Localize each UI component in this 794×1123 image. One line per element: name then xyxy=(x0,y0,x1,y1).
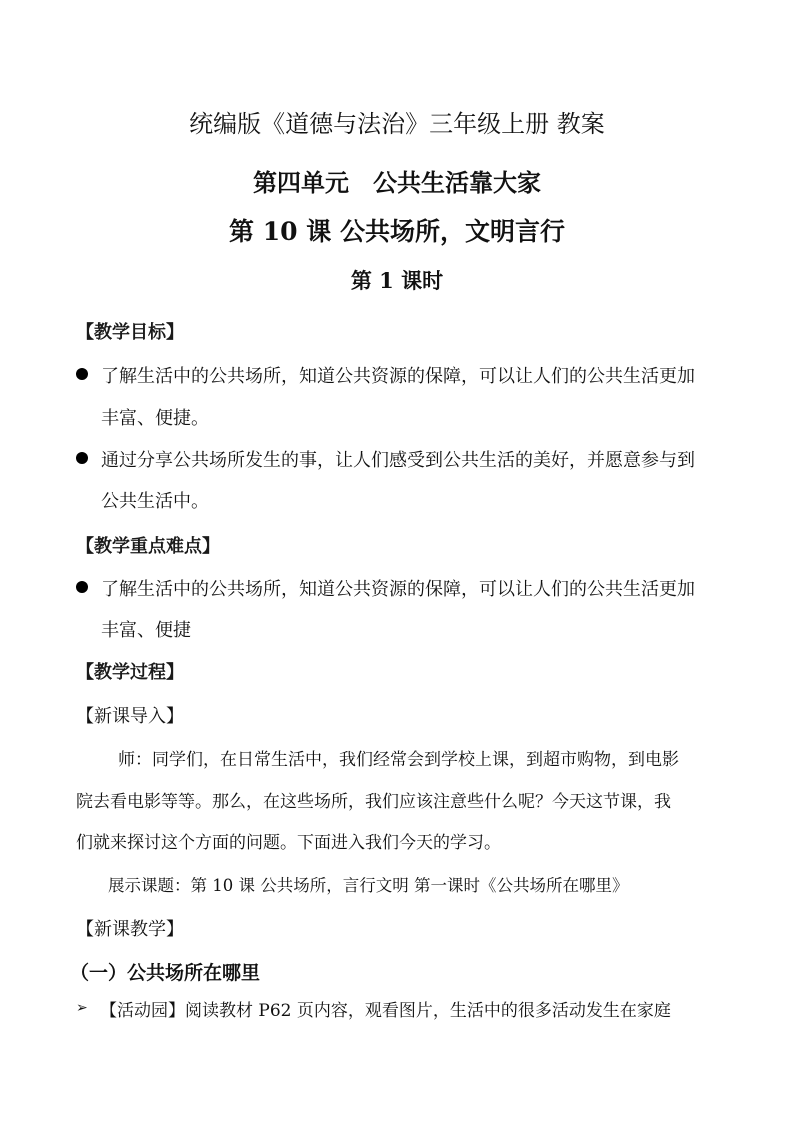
objective-2-line1: 通过分享公共场所发生的事，让人们感受到公共生活的美好，并愿意参与到 xyxy=(101,450,695,471)
keypoint-1-line2: 丰富、便捷 xyxy=(101,620,191,641)
objectives-header: 【教学目标】 xyxy=(76,322,184,343)
topic-line: 展示课题：第 10 课 公共场所，言行文明 第一课时《公共场所在哪里》 xyxy=(108,876,629,895)
intro-header: 【新课导入】 xyxy=(76,706,184,727)
document-title: 统编版《道德与法治》三年级上册 教案 xyxy=(189,110,605,138)
lesson-title: 第 10 课 公共场所，文明言行 xyxy=(229,217,565,246)
objective-2-line2: 公共生活中。 xyxy=(101,491,209,512)
arrow-bullet-icon: ➢ xyxy=(76,1000,88,1016)
keypoints-header: 【教学重点难点】 xyxy=(76,536,220,557)
bullet-icon xyxy=(76,368,88,380)
bullet-icon xyxy=(76,581,88,593)
section-1-title: （一）公共场所在哪里 xyxy=(70,962,261,984)
intro-line-2: 院去看电影等等。那么，在这些场所，我们应该注意些什么呢？今天这节课，我 xyxy=(76,792,671,812)
teach-header: 【新课教学】 xyxy=(76,919,184,940)
activity-line: 【活动园】阅读教材 P62 页内容，观看图片，生活中的很多活动发生在家庭 xyxy=(100,1001,671,1021)
bullet-icon xyxy=(76,452,88,464)
objective-1-line2: 丰富、便捷。 xyxy=(101,408,209,429)
keypoint-1-line1: 了解生活中的公共场所，知道公共资源的保障，可以让人们的公共生活更加 xyxy=(101,579,695,600)
period-title: 第 1 课时 xyxy=(350,268,444,293)
intro-line-1: 师：同学们，在日常生活中，我们经常会到学校上课，到超市购物，到电影 xyxy=(118,750,679,770)
unit-title: 第四单元 公共生活靠大家 xyxy=(253,169,541,197)
intro-line-3: 们就来探讨这个方面的问题。下面进入我们今天的学习。 xyxy=(76,833,501,853)
process-header: 【教学过程】 xyxy=(76,662,184,683)
objective-1-line1: 了解生活中的公共场所，知道公共资源的保障，可以让人们的公共生活更加 xyxy=(101,366,695,387)
